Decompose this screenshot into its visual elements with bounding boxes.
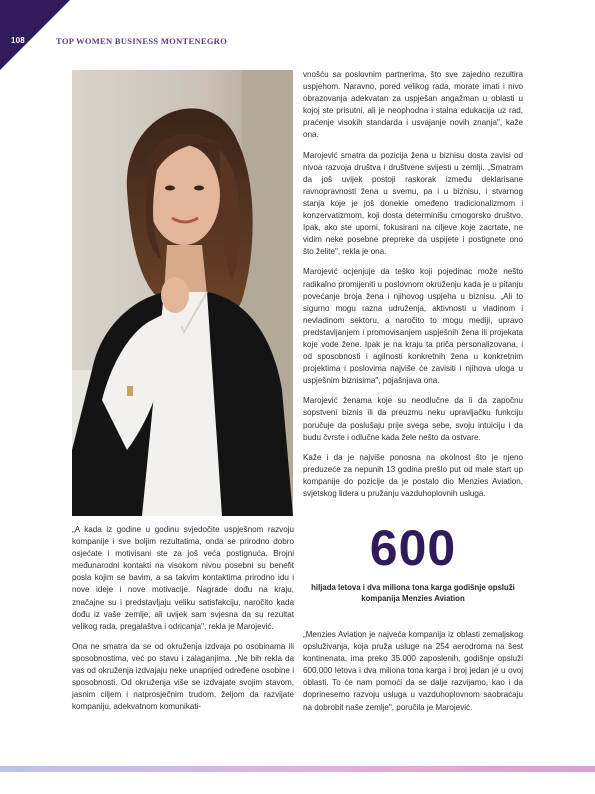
paragraph: vnošću sa poslovnim partnerima, što sve zajedno rezultira uspjehom. Naravno, pored velikog rada, morate imati i nivo obrazovanja adekvatan za uspješan angažman u oblasti u kojoj ste prisutni, ali je neophodna i stalna edukacija uz rad, praćenje visokih standarda i usvajanje novih znanja", kaže ona. <box>303 70 523 140</box>
paragraph: Marojević smatra da pozicija žena u biznisu dosta zavisi od nivoa razvoja društva i društvene svijesti u zemlji. „Smatram da još uvijek postoji raskorak između deklarisane ravnopravnosti žena u svemu, pa i u biznisu, i stvarnog stanja koje je još donekle omeđeno tradicionalizmom i konzervatizmom, koji dosta determinišu crnogorsko društvo. Ipak, ako ste uporni, fokusirani na ciljeve koje zacrtate, ne vidim neke posebne prepreke da uspijete i postignete ono što želite", rekla je ona. <box>303 150 523 257</box>
paragraph: Marojević ženama koje su neodlučne da li da započnu sopstveni biznis ili da preuzmu neku upravljačku funkciju poručuje da poslušaju prije svega sebe, svoju intuiciju i da budu čvrste i odlučne kada žele nešto da ostvare. <box>303 396 523 442</box>
article-column-right-bottom <box>303 629 523 722</box>
article-column-right-top <box>303 69 523 508</box>
paragraph: „A kada iz godine u godinu svjedočite uspješnom razvoju kompanije i sve boljim rezultatima, onda se prirodno dobro osjećate i motivisani ste za još veća postignuća. Brojni međunarodni kontakti na visokom nivou posebni su benefit posla kojim se bavim, a sa takvim kontaktima prirodno idu i nove ideje i nove motivacije. Nagrade dođu na kraju, značajne su i predstavljaju veliku satisfakciju, naročito kada dođu iz vaše zemlje, ali uvijek sam svjesna da su rezultat velikog rada, pregalaštva i odricanja", rekla je Marojević. <box>72 525 294 631</box>
article-column-left-bottom <box>72 524 294 721</box>
stat-number: 600 <box>369 520 457 576</box>
page-number: 108 <box>11 36 25 45</box>
paragraph: Marojević ocjenjuje da teško koji pojedinac može nešto radikalno promijeniti u poslovnom okruženju kada je u pitanju povećanje broja žena i njihovog uspjeha u biznisu. „Ali to sigurno mogu razna udruženja, aktivnosti u vladinom i nevladinom sektoru, a naročito to mogu mediji, upravo predstavljanjem i promovisanjem uspješnih žena ili projekata koje vode žene. Ipak je na kraju ta priča personalizovana, i od sposobnosti i agilnosti konkretnih žena u konkretnim projektima i poslovima najviše će zavisiti i njihova uloga u uspješnim biznisima", pojašnjava ona. <box>303 267 523 386</box>
paragraph: „Menzies Aviation je najveća kompanija iz oblasti zemaljskog opsluživanja, koja pruža usluge na 254 aerodroma na šest kontinenata, ima preko 35.000 zaposlenih, godišnje opsluži 600.000 letova i dva miliona tona karga i broj jedan je u ovoj oblasti. To će nam pomoći da se dalje razvijamo, kao i da doprinesemo razvoju usluga u vazduhoplovnom saobraćaju na dobrobit naše zemlje", poručila je Marojević. <box>303 630 523 712</box>
paragraph: Kaže i da je najviše ponosna na okolnost što je njeno preduzeće za nepunih 13 godina prešlo put od male start up kompanije do pozicije da je postalo dio Menzies Aviation, svjetskog lidera u pružanju vazduhoplovnih usluga. <box>303 452 523 498</box>
paragraph: Ona ne smatra da se od okruženja izdvaja po osobinama ili sposobnostima, već po stavu i zalaganjima. „Ne bih rekla da vas od okruženja izdvajaju neke unaprijed određene osobine i sposobnosti. Od okruženja više se izdvajate svojim stavom, jasnim ciljem i natprosječnim trudom, željom da razvijate kompaniju, adekvatnom komunikati- <box>72 641 294 712</box>
stat-caption: hiljada letova i dva miliona tona karga godišnje opsluži kompanija Menzies Aviation <box>311 583 515 603</box>
corner-accent <box>0 0 70 70</box>
magazine-title: TOP WOMEN BUSINESS MONTENEGRO <box>56 36 228 46</box>
footer-gradient-bar <box>0 766 595 772</box>
portrait-photo <box>72 70 293 516</box>
